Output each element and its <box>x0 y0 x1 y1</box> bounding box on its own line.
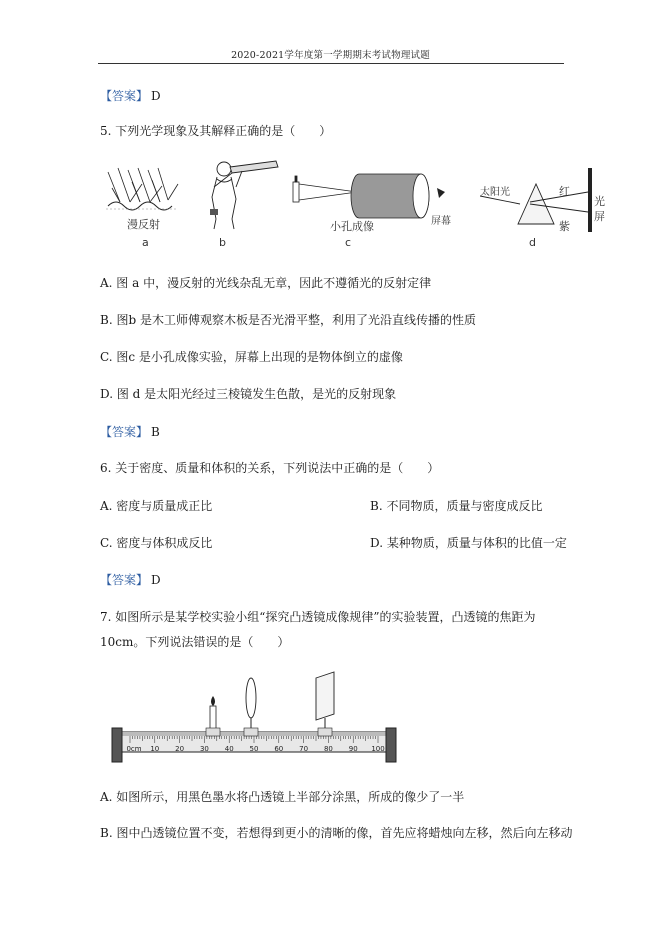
ruler-tick-label: 70 <box>299 745 309 753</box>
figure-d-screen-2: 屏 <box>594 210 605 223</box>
ruler-unit-label: 0cm <box>126 745 142 753</box>
q5-option-a: A. 图 a 中，漫反射的光线杂乱无章，因此不遵循光的反射定律 <box>100 276 432 290</box>
header-divider <box>98 63 564 64</box>
q5-option-c: C. 图c 是小孔成像实验，屏幕上出现的是物体倒立的虚像 <box>100 350 403 364</box>
answer-tag: 【答案】 <box>100 425 149 439</box>
figure-a-label: a <box>142 236 149 249</box>
ruler-tick-label: 90 <box>348 745 358 753</box>
q7-option-a: A. 如图所示，用黑色墨水将凸透镜上半部分涂黑，所成的像少了一半 <box>100 790 465 804</box>
ruler-tick-label: 60 <box>274 745 284 753</box>
figure-c-label: c <box>345 236 352 249</box>
q6-stem: 6. 关于密度、质量和体积的关系，下列说法中正确的是（ ） <box>100 461 440 475</box>
q5-option-d: D. 图 d 是太阳光经过三棱镜发生色散，是光的反射现象 <box>100 387 397 401</box>
answer-tag: 【答案】 <box>100 89 149 103</box>
figure-d-sunlight: 太阳光 <box>480 187 510 198</box>
figure-c-screen-label: 屏幕 <box>431 216 451 227</box>
q6-answer: D <box>151 573 161 587</box>
q5-answer-line <box>100 424 160 440</box>
ruler-tick-label: 50 <box>249 745 259 753</box>
page-header: 2020-2021学年度第一学期期末考试物理试题 <box>231 50 430 61</box>
q5-answer: B <box>151 425 160 439</box>
figure-optical-bench <box>108 664 408 772</box>
q7-option-b: B. 图中凸透镜位置不变，若想得到更小的清晰的像，首先应将蜡烛向左移，然后向左移动 <box>100 826 573 840</box>
figure-d-prism <box>480 166 600 234</box>
figure-c-caption: 小孔成像 <box>330 220 374 233</box>
q5-stem: 5. 下列光学现象及其解释正确的是（ ） <box>100 124 332 138</box>
q5-option-b: B. 图b 是木工师傅观察木板是否光滑平整，利用了光沿直线传播的性质 <box>100 313 476 327</box>
ruler-tick-label: 100 <box>371 745 385 753</box>
answer-tag: 【答案】 <box>100 573 149 587</box>
q6-option-b: B. 不同物质，质量与密度成反比 <box>370 499 543 513</box>
q6-option-c: C. 密度与体积成反比 <box>100 536 213 550</box>
q6-answer-line <box>100 572 161 588</box>
ruler-tick-label: 10 <box>150 745 160 753</box>
figure-d-red: 红 <box>559 185 570 198</box>
figure-b-label: b <box>219 236 226 249</box>
figure-a-caption: 漫反射 <box>127 218 160 231</box>
figure-b-carpenter <box>202 157 282 232</box>
q4-answer-line <box>100 88 161 104</box>
q7-stem-line2: 10cm。下列说法错误的是（ ） <box>100 635 290 649</box>
figure-d-screen-1: 光 <box>594 195 605 208</box>
ruler-tick-label: 30 <box>199 745 209 753</box>
q6-option-d: D. 某种物质，质量与体积的比值一定 <box>370 536 567 550</box>
figure-d-violet: 紫 <box>559 220 570 233</box>
figure-d-label: d <box>529 236 536 249</box>
ruler-tick-label: 40 <box>224 745 234 753</box>
q4-answer: D <box>151 89 161 103</box>
ruler-tick-label: 20 <box>175 745 185 753</box>
ruler-tick-label: 80 <box>323 745 333 753</box>
q7-stem-line1: 7. 如图所示是某学校实验小组“探究凸透镜成像规律”的实验装置，凸透镜的焦距为 <box>100 610 536 624</box>
q6-option-a: A. 密度与质量成正比 <box>100 499 213 513</box>
